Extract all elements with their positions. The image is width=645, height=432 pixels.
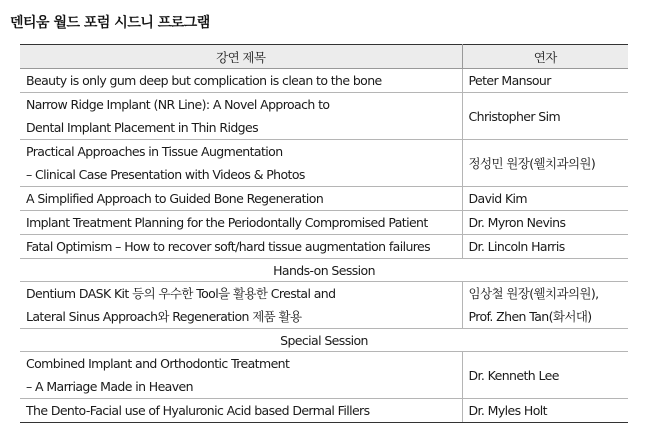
- page-title: 덴티움 월드 포럼 시드니 프로그램: [10, 15, 210, 31]
- table-body: [20, 69, 628, 423]
- topic-line: Lateral Sinus Approach와 Regeneration 제품 활용: [26, 309, 302, 324]
- table-row: [20, 211, 628, 235]
- table-header-row: [20, 45, 628, 69]
- speaker-cell: [462, 399, 628, 423]
- speaker-cell: [462, 93, 628, 140]
- topic-cell: [20, 399, 462, 423]
- session-row: [20, 259, 628, 282]
- table-row: [20, 187, 628, 211]
- table-row: [20, 399, 628, 423]
- program-table: [20, 44, 628, 423]
- topic-line: – Clinical Case Presentation with Videos & Photos: [26, 167, 305, 182]
- speaker-cell: [462, 187, 628, 211]
- topic-line: Implant Treatment Planning for the Periodontally Compromised Patient: [26, 215, 428, 230]
- table-row: [20, 93, 628, 140]
- session-title: Hands-on Session: [20, 259, 628, 282]
- speaker-line: Dr. Lincoln Harris: [468, 239, 565, 254]
- speaker-cell: [462, 282, 628, 329]
- session-row: [20, 329, 628, 352]
- topic-cell: [20, 93, 462, 140]
- speaker-line: Dr. Myles Holt: [468, 403, 547, 418]
- topic-line: Fatal Optimism – How to recover soft/hard tissue augmentation failures: [26, 239, 431, 254]
- speaker-line: Prof. Zhen Tan(화서대): [468, 309, 592, 324]
- topic-line: – A Marriage Made in Heaven: [26, 379, 193, 394]
- speaker-cell: [462, 69, 628, 93]
- table-row: [20, 69, 628, 93]
- topic-cell: [20, 235, 462, 259]
- speaker-line: Christopher Sim: [468, 108, 561, 124]
- topic-line: Combined Implant and Orthodontic Treatment: [26, 356, 290, 371]
- speaker-cell: [462, 140, 628, 187]
- speaker-line: 정성민 원장(웰치과의원): [468, 155, 596, 171]
- speaker-line: David Kim: [468, 191, 528, 206]
- speaker-cell: [462, 235, 628, 259]
- session-title: Special Session: [20, 329, 628, 352]
- table-row: [20, 235, 628, 259]
- topic-cell: [20, 140, 462, 187]
- topic-cell: [20, 282, 462, 329]
- header-speaker: 연자: [462, 45, 628, 69]
- speaker-line: Peter Mansour: [468, 73, 551, 88]
- speaker-line: Dr. Kenneth Lee: [468, 367, 559, 383]
- speaker-line: Dr. Myron Nevins: [468, 215, 566, 230]
- topic-line: Dental Implant Placement in Thin Ridges: [26, 120, 258, 135]
- topic-line: Narrow Ridge Implant (NR Line): A Novel Approach to: [26, 97, 330, 112]
- topic-line: Beauty is only gum deep but complication is clean to the bone: [26, 73, 382, 88]
- topic-cell: [20, 211, 462, 235]
- topic-line: Practical Approaches in Tissue Augmentation: [26, 144, 283, 159]
- speaker-line: 임상철 원장(웰치과의원),: [468, 286, 599, 301]
- table-row: [20, 352, 628, 399]
- topic-cell: [20, 187, 462, 211]
- header-topic: 강연 제목: [20, 45, 462, 69]
- table-row: [20, 282, 628, 329]
- topic-cell: [20, 352, 462, 399]
- table-row: [20, 140, 628, 187]
- topic-line: Dentium DASK Kit 등의 우수한 Tool을 활용한 Crestal and: [26, 286, 336, 301]
- speaker-cell: [462, 352, 628, 399]
- speaker-cell: [462, 211, 628, 235]
- topic-cell: [20, 69, 462, 93]
- topic-line: A Simplified Approach to Guided Bone Regeneration: [26, 191, 324, 206]
- topic-line: The Dento-Facial use of Hyaluronic Acid based Dermal Fillers: [26, 403, 370, 418]
